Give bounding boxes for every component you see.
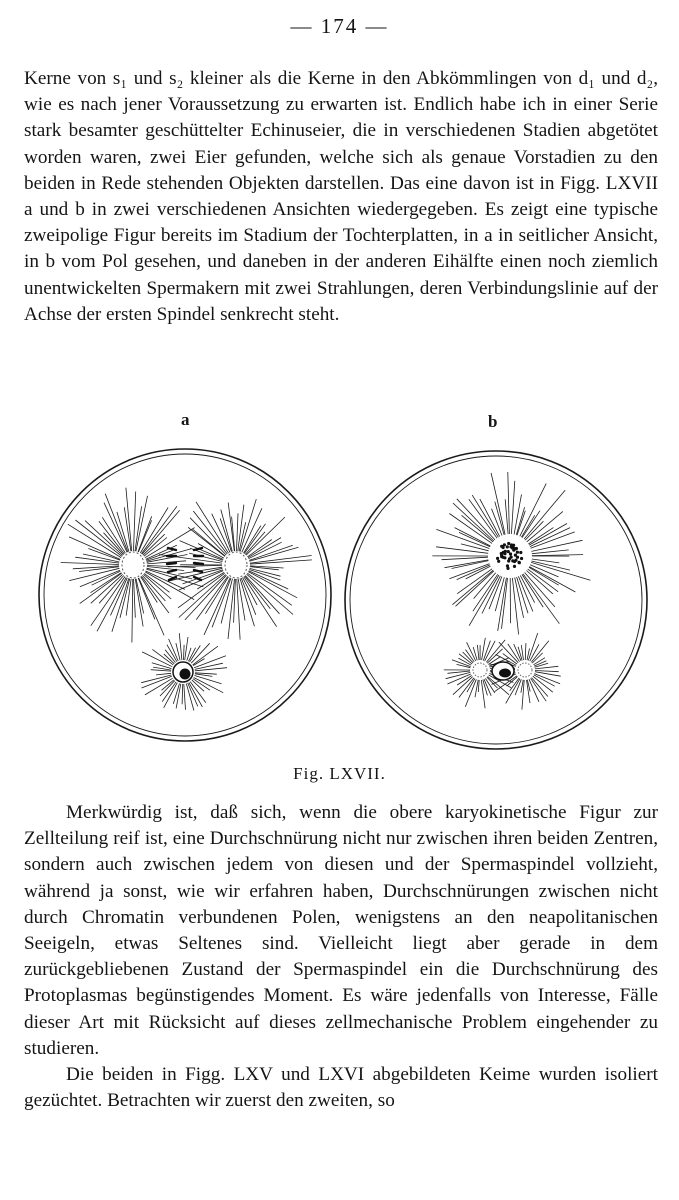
aster-ray xyxy=(248,572,297,598)
egg-cell-a xyxy=(39,449,331,741)
aster-ray xyxy=(535,671,559,672)
paragraph-3: Die beiden in Figg. LXV und LXVI abgebildeten Keime wurden isoliert gezüchtet. Betrachten wir zuerst den zweiten, so xyxy=(24,1064,658,1112)
aster-right xyxy=(159,499,312,639)
chromosome-dot xyxy=(509,552,512,555)
chromosome-dot xyxy=(506,545,509,548)
aster-ray xyxy=(61,563,119,565)
aster-ray xyxy=(182,684,183,704)
chromosome-dot xyxy=(496,557,499,560)
aster-ray xyxy=(521,680,523,693)
aster-ray xyxy=(134,492,136,552)
page-number: — 174 — xyxy=(290,14,389,38)
aster-ray xyxy=(535,666,558,669)
aster-ray xyxy=(104,533,124,555)
aster-ray xyxy=(514,494,521,534)
chromosome-dot xyxy=(507,550,510,553)
figure-caption: Fig. LXVII. xyxy=(293,764,386,783)
aster-ray xyxy=(525,643,526,660)
aster-ray xyxy=(465,679,476,707)
aster-ray xyxy=(477,645,479,660)
chromosome-dot xyxy=(518,561,521,564)
chromosome-dot xyxy=(519,551,522,554)
chromosome-dot xyxy=(514,554,517,557)
text-block-bottom xyxy=(24,800,658,1114)
chromosome-dot xyxy=(497,560,500,563)
chromosome-dot xyxy=(508,557,511,560)
chromosome-dot xyxy=(514,559,517,562)
aster-ray xyxy=(191,643,210,663)
aster-ray xyxy=(527,511,563,541)
aster-ray xyxy=(228,579,235,639)
aster-ray xyxy=(442,557,489,560)
aster-polar-view xyxy=(432,472,590,634)
aster-ray xyxy=(185,637,188,660)
sperm-asters-b xyxy=(444,633,561,710)
aster-ray xyxy=(525,521,543,540)
aster-ray xyxy=(505,499,508,534)
aster-ray xyxy=(523,574,559,624)
aster-ray xyxy=(126,488,132,551)
aster-ray xyxy=(132,579,133,643)
aster-ray xyxy=(91,577,125,626)
chromosome-dot xyxy=(506,564,509,567)
chromosome-dot xyxy=(504,550,507,553)
chromosome-dot xyxy=(513,565,516,568)
aster-ray xyxy=(179,633,182,660)
aster-ray xyxy=(531,561,570,570)
aster-ray xyxy=(192,529,225,556)
aster-ray xyxy=(80,573,122,603)
aster-ray xyxy=(69,537,120,560)
aster-ray xyxy=(517,511,525,536)
egg-cell-b xyxy=(345,451,647,749)
aster-ray xyxy=(245,576,279,614)
aster-ray xyxy=(516,507,524,535)
paragraph-1: Kerne von s₁ und s₂ kleiner als die Kerne in den Abkömmlingen von d₁ und d₂, wie es nach jener Voraussetzung zu erwarten ist. Endlich habe ich in einer Serie stark besamter geschüttelter Echinuseier, die in verschiedenen Stadien abgetötet worden waren, zwei Eier gefunden, welche sich als genaue Vorstadien zu den beiden in Rede stehenden Objekten darstellen. Das eine davon ist in Figg. LXVII a und b in zwei verschiedenen Ansichten wiedergegeben. Es zeigt eine typische zweipolige Figur bereits im Stadium der Tochterplatten, in a in seitlicher Ansicht, in b vom Pol gesehen, und daneben in der anderen Eihälfte einen noch ziemlich unentwickelten Spermakern mit zwei Strahlungen, deren Verbindungslinie auf der Achse der ersten Spindel senkrecht steht. xyxy=(24,68,658,325)
aster-ray xyxy=(455,528,491,546)
aster-ray xyxy=(247,573,291,605)
aster-ray xyxy=(473,647,477,660)
aster-ray xyxy=(436,547,488,554)
chromosome-dot xyxy=(500,552,503,555)
aster-ray xyxy=(193,511,227,554)
aster-ray xyxy=(138,520,151,552)
aster-ray xyxy=(187,648,191,661)
aster-ray xyxy=(512,578,518,635)
aster-ray xyxy=(482,576,500,614)
aster-ray xyxy=(478,680,479,692)
figure-label-b: b xyxy=(488,412,498,431)
chromosome-dot xyxy=(509,545,512,548)
chromosome-dot xyxy=(502,546,505,549)
aster-ray xyxy=(462,515,494,542)
paragraph-2: Merkwürdig ist, daß sich, wenn die obere karyokinetische Figur zur Zellteilung reif ist, eine Durchschnürung nicht nur zwischen ihren beiden Zentren, sondern auch zwischen jedem von diesen und der Spermaspindel vollzieht, während ja sonst, wie wir erfahren haben, Durchschnürungen zwischen nicht durch Chromatin verbundenen Polen, wenigstens an den neapolitanischen Seeigeln, etwas Seltenes sind. Vielleicht liegt aber gerade in dem zurückgebliebenen Zustand der Spermaspindel ein die Durchschnürung des Protoplasmas begünstigendes Moment. Es wäre jedenfalls von Interesse, Fälle dieser Art mit Rücksicht auf dieses zellmechanische Problem eingehender zu studieren. xyxy=(24,802,658,1059)
aster-ray xyxy=(184,684,186,710)
aster-ray xyxy=(186,684,194,711)
aster-ray xyxy=(461,544,489,551)
aster-ray xyxy=(138,516,152,552)
text-block-top xyxy=(24,66,658,328)
aster-ray xyxy=(142,676,172,688)
aster-ray xyxy=(193,646,218,665)
chromosome-dot xyxy=(502,556,505,559)
aster-ray xyxy=(117,512,129,552)
figure-lxvii xyxy=(28,438,652,758)
aster-ray xyxy=(532,555,583,556)
aster-ray xyxy=(184,645,185,660)
aster-ray xyxy=(532,678,548,697)
chromosome-dot xyxy=(520,557,523,560)
daughter-plates xyxy=(167,548,203,580)
aster-ray xyxy=(508,472,510,534)
aster-ray xyxy=(237,513,239,551)
aster-ray xyxy=(246,517,285,555)
aster-ray xyxy=(452,561,489,569)
aster-ray xyxy=(533,676,553,692)
aster-ray xyxy=(531,678,547,701)
chromosome-dot xyxy=(512,547,515,550)
figure-label-a: a xyxy=(181,410,190,429)
aster-ray xyxy=(144,574,172,599)
aster-ray xyxy=(531,562,590,580)
aster-ray xyxy=(156,673,171,675)
chromosome-dot xyxy=(507,542,510,545)
chromosome-dot xyxy=(516,551,519,554)
aster-ray xyxy=(242,508,262,552)
sperm-aster-a xyxy=(141,633,227,710)
aster-ray xyxy=(453,503,494,541)
aster-ray xyxy=(530,528,570,547)
aster-ray xyxy=(168,565,222,567)
aster-ray xyxy=(134,579,136,618)
aster-ray xyxy=(522,574,543,607)
aster-ray xyxy=(152,649,173,665)
aster-ray xyxy=(204,578,230,635)
aster-ray xyxy=(511,481,514,534)
aster-ray xyxy=(469,575,499,626)
